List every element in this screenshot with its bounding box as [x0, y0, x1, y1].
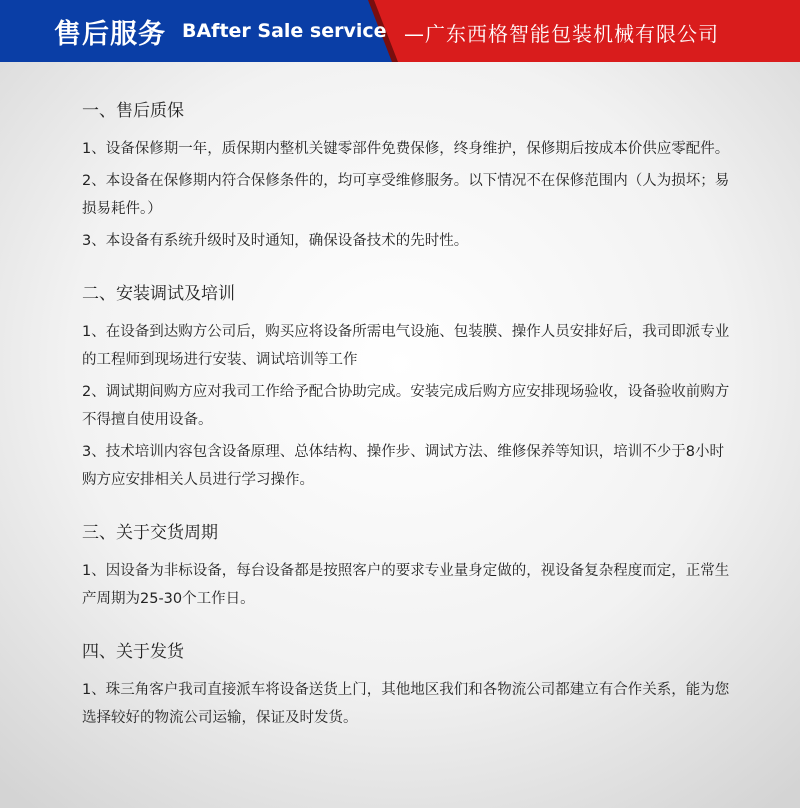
service-content: [82, 96, 732, 756]
header-banner: [0, 0, 800, 62]
list-item: 1、设备保修期一年，质保期内整机关键零部件免费保修，终身维护，保修期后按成本价供应零配件。: [82, 141, 730, 157]
list-item: 1、珠三角客户我司直接派车将设备送货上门，其他地区我们和各物流公司都建立有合作关系，能为您选择较好的物流公司运输，保证及时发货。: [82, 682, 730, 726]
list-item: 3、技术培训内容包含设备原理、总体结构、操作步、调试方法、维修保养等知识，培训不少于8小时购方应安排相关人员进行学习操作。: [82, 444, 724, 488]
section-heading: 三、关于交货周期: [82, 523, 218, 543]
section-heading: 四、关于发货: [82, 642, 184, 662]
section-heading: 一、售后质保: [82, 101, 184, 121]
page-title: 售后服务: [54, 19, 166, 50]
list-item: 2、调试期间购方应对我司工作给予配合协助完成。安装完成后购方应安排现场验收，设备验收前购方不得擅自使用设备。: [82, 384, 730, 428]
section-heading: 二、安装调试及培训: [82, 284, 235, 304]
page-subtitle-en: BAfter Sale service: [182, 20, 387, 42]
list-item: 2、本设备在保修期内符合保修条件的，均可享受维修服务。以下情况不在保修范围内（人为损坏；易损易耗件。）: [82, 173, 730, 217]
company-name: —广东西格智能包装机械有限公司: [404, 22, 719, 46]
section-shipping: [82, 637, 732, 732]
list-item: 1、在设备到达购方公司后，购买应将设备所需电气设施、包装膜、操作人员安排好后，我司即派专业的工程师到现场进行安装、调试培训等工作: [82, 324, 730, 368]
list-item: 1、因设备为非标设备，每台设备都是按照客户的要求专业量身定做的，视设备复杂程度而定，正常生产周期为25-30个工作日。: [82, 563, 730, 607]
list-item: 3、本设备有系统升级时及时通知，确保设备技术的先时性。: [82, 233, 469, 249]
section-installation: [82, 279, 732, 494]
section-warranty: [82, 96, 732, 255]
section-delivery-cycle: [82, 518, 732, 613]
